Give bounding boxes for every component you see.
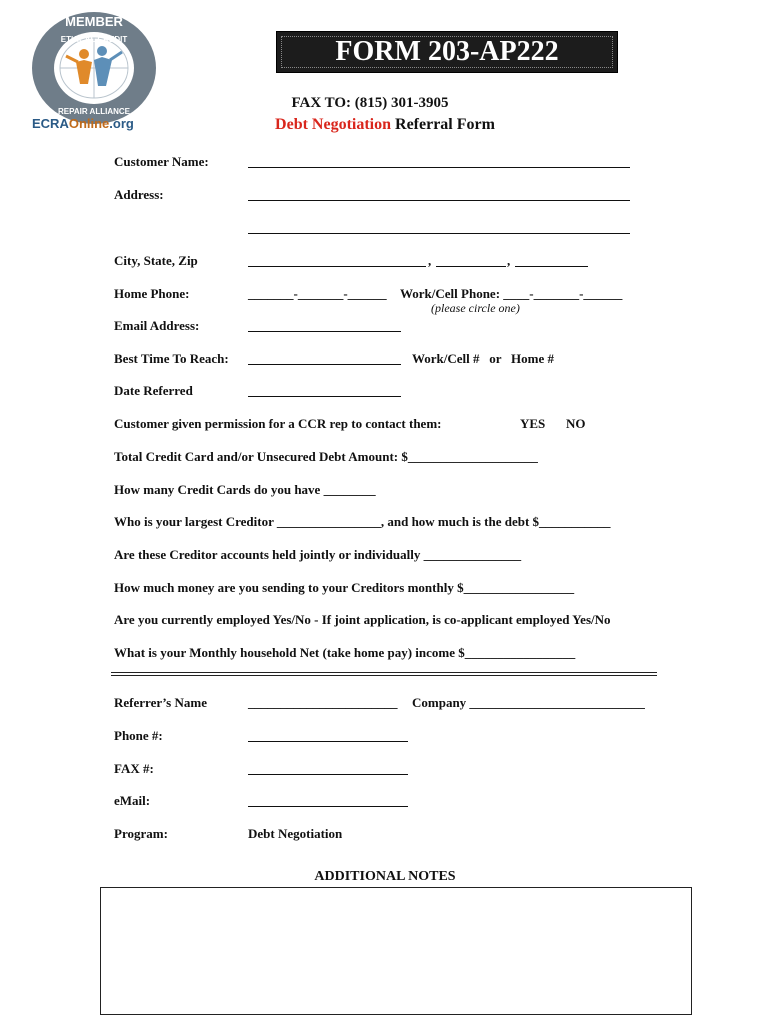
- home-phone-field[interactable]: _______-_______-______: [248, 286, 387, 301]
- referrer-email-field[interactable]: [248, 806, 408, 807]
- form-id: FORM 203-AP222: [335, 36, 559, 67]
- email-address-field[interactable]: [248, 331, 401, 332]
- company-field[interactable]: Company ___________________________: [412, 695, 645, 710]
- home-phone-label: Home Phone:: [114, 286, 190, 301]
- zip-field[interactable]: [515, 266, 588, 267]
- monthly-payment-question[interactable]: How much money are you sending to your Creditors monthly $_________________: [114, 580, 575, 595]
- comma-2: ,: [507, 253, 511, 268]
- subtitle-red: Debt Negotiation: [275, 116, 392, 133]
- joint-accounts-question[interactable]: Are these Creditor accounts held jointly or individually _______________: [114, 547, 522, 562]
- logo-ring-bottom: REPAIR ALLIANCE: [58, 107, 130, 116]
- referrer-phone-field[interactable]: [248, 741, 408, 742]
- fax-to: FAX TO: (815) 301-3905: [291, 95, 449, 111]
- permission-yes[interactable]: YES: [520, 416, 546, 431]
- total-debt-question[interactable]: Total Credit Card and/or Unsecured Debt Amount: $____________________: [114, 449, 538, 464]
- permission-label: Customer given permission for a CCR rep to contact them:: [114, 416, 442, 431]
- logo-ring-top: MEMBER: [65, 14, 123, 29]
- city-state-zip-label: City, State, Zip: [114, 253, 198, 268]
- work-cell-phone-field[interactable]: Work/Cell Phone: ____-_______-______: [400, 286, 623, 301]
- additional-notes-box[interactable]: [100, 887, 692, 1015]
- program-value: Debt Negotiation: [248, 826, 343, 841]
- please-circle-note: (please circle one): [431, 301, 520, 315]
- logo-url-b: Online: [68, 116, 110, 131]
- work-cell-home-options[interactable]: Work/Cell # or Home #: [412, 351, 555, 366]
- logo-url-c: .org: [109, 116, 134, 131]
- referrer-phone-label: Phone #:: [114, 728, 163, 743]
- section-divider: [111, 672, 657, 676]
- income-question[interactable]: What is your Monthly household Net (take home pay) income $_________________: [114, 645, 576, 660]
- comma-1: ,: [428, 253, 432, 268]
- credit-cards-question[interactable]: How many Credit Cards do you have ________: [114, 482, 376, 497]
- subtitle-rest: Referral Form: [391, 116, 495, 133]
- customer-name-field[interactable]: [248, 167, 630, 168]
- logo-url-a: ECRA: [32, 116, 69, 131]
- referrer-name-field[interactable]: _______________________: [248, 695, 398, 710]
- address-field-line2[interactable]: [248, 233, 630, 234]
- date-referred-label: Date Referred: [114, 383, 193, 398]
- form-subtitle: [250, 116, 520, 134]
- email-address-label: Email Address:: [114, 318, 200, 333]
- employment-question[interactable]: Are you currently employed Yes/No - If joint application, is co-applicant employed Yes/No: [114, 612, 611, 627]
- referrer-email-label: eMail:: [114, 793, 151, 808]
- logo-url: [32, 116, 134, 131]
- address-label: Address:: [114, 187, 164, 202]
- logo-ring-mid: ETHICAL CREDIT: [60, 35, 128, 44]
- referrer-name-label: Referrer’s Name: [114, 695, 207, 710]
- additional-notes-title: ADDITIONAL NOTES: [314, 869, 456, 884]
- program-label: Program:: [114, 826, 168, 841]
- referrer-fax-label: FAX #:: [114, 761, 154, 776]
- date-referred-field[interactable]: [248, 396, 401, 397]
- best-time-label: Best Time To Reach:: [114, 351, 229, 366]
- largest-creditor-question[interactable]: Who is your largest Creditor ________________, and how much is the debt $___________: [114, 514, 611, 529]
- address-field-line1[interactable]: [248, 200, 630, 201]
- state-field[interactable]: [436, 266, 506, 267]
- customer-name-label: Customer Name:: [114, 154, 209, 169]
- city-field[interactable]: [248, 266, 426, 267]
- form-id-banner: [276, 31, 618, 73]
- referrer-fax-field[interactable]: [248, 774, 408, 775]
- permission-no[interactable]: NO: [566, 416, 586, 431]
- best-time-field[interactable]: [248, 364, 401, 365]
